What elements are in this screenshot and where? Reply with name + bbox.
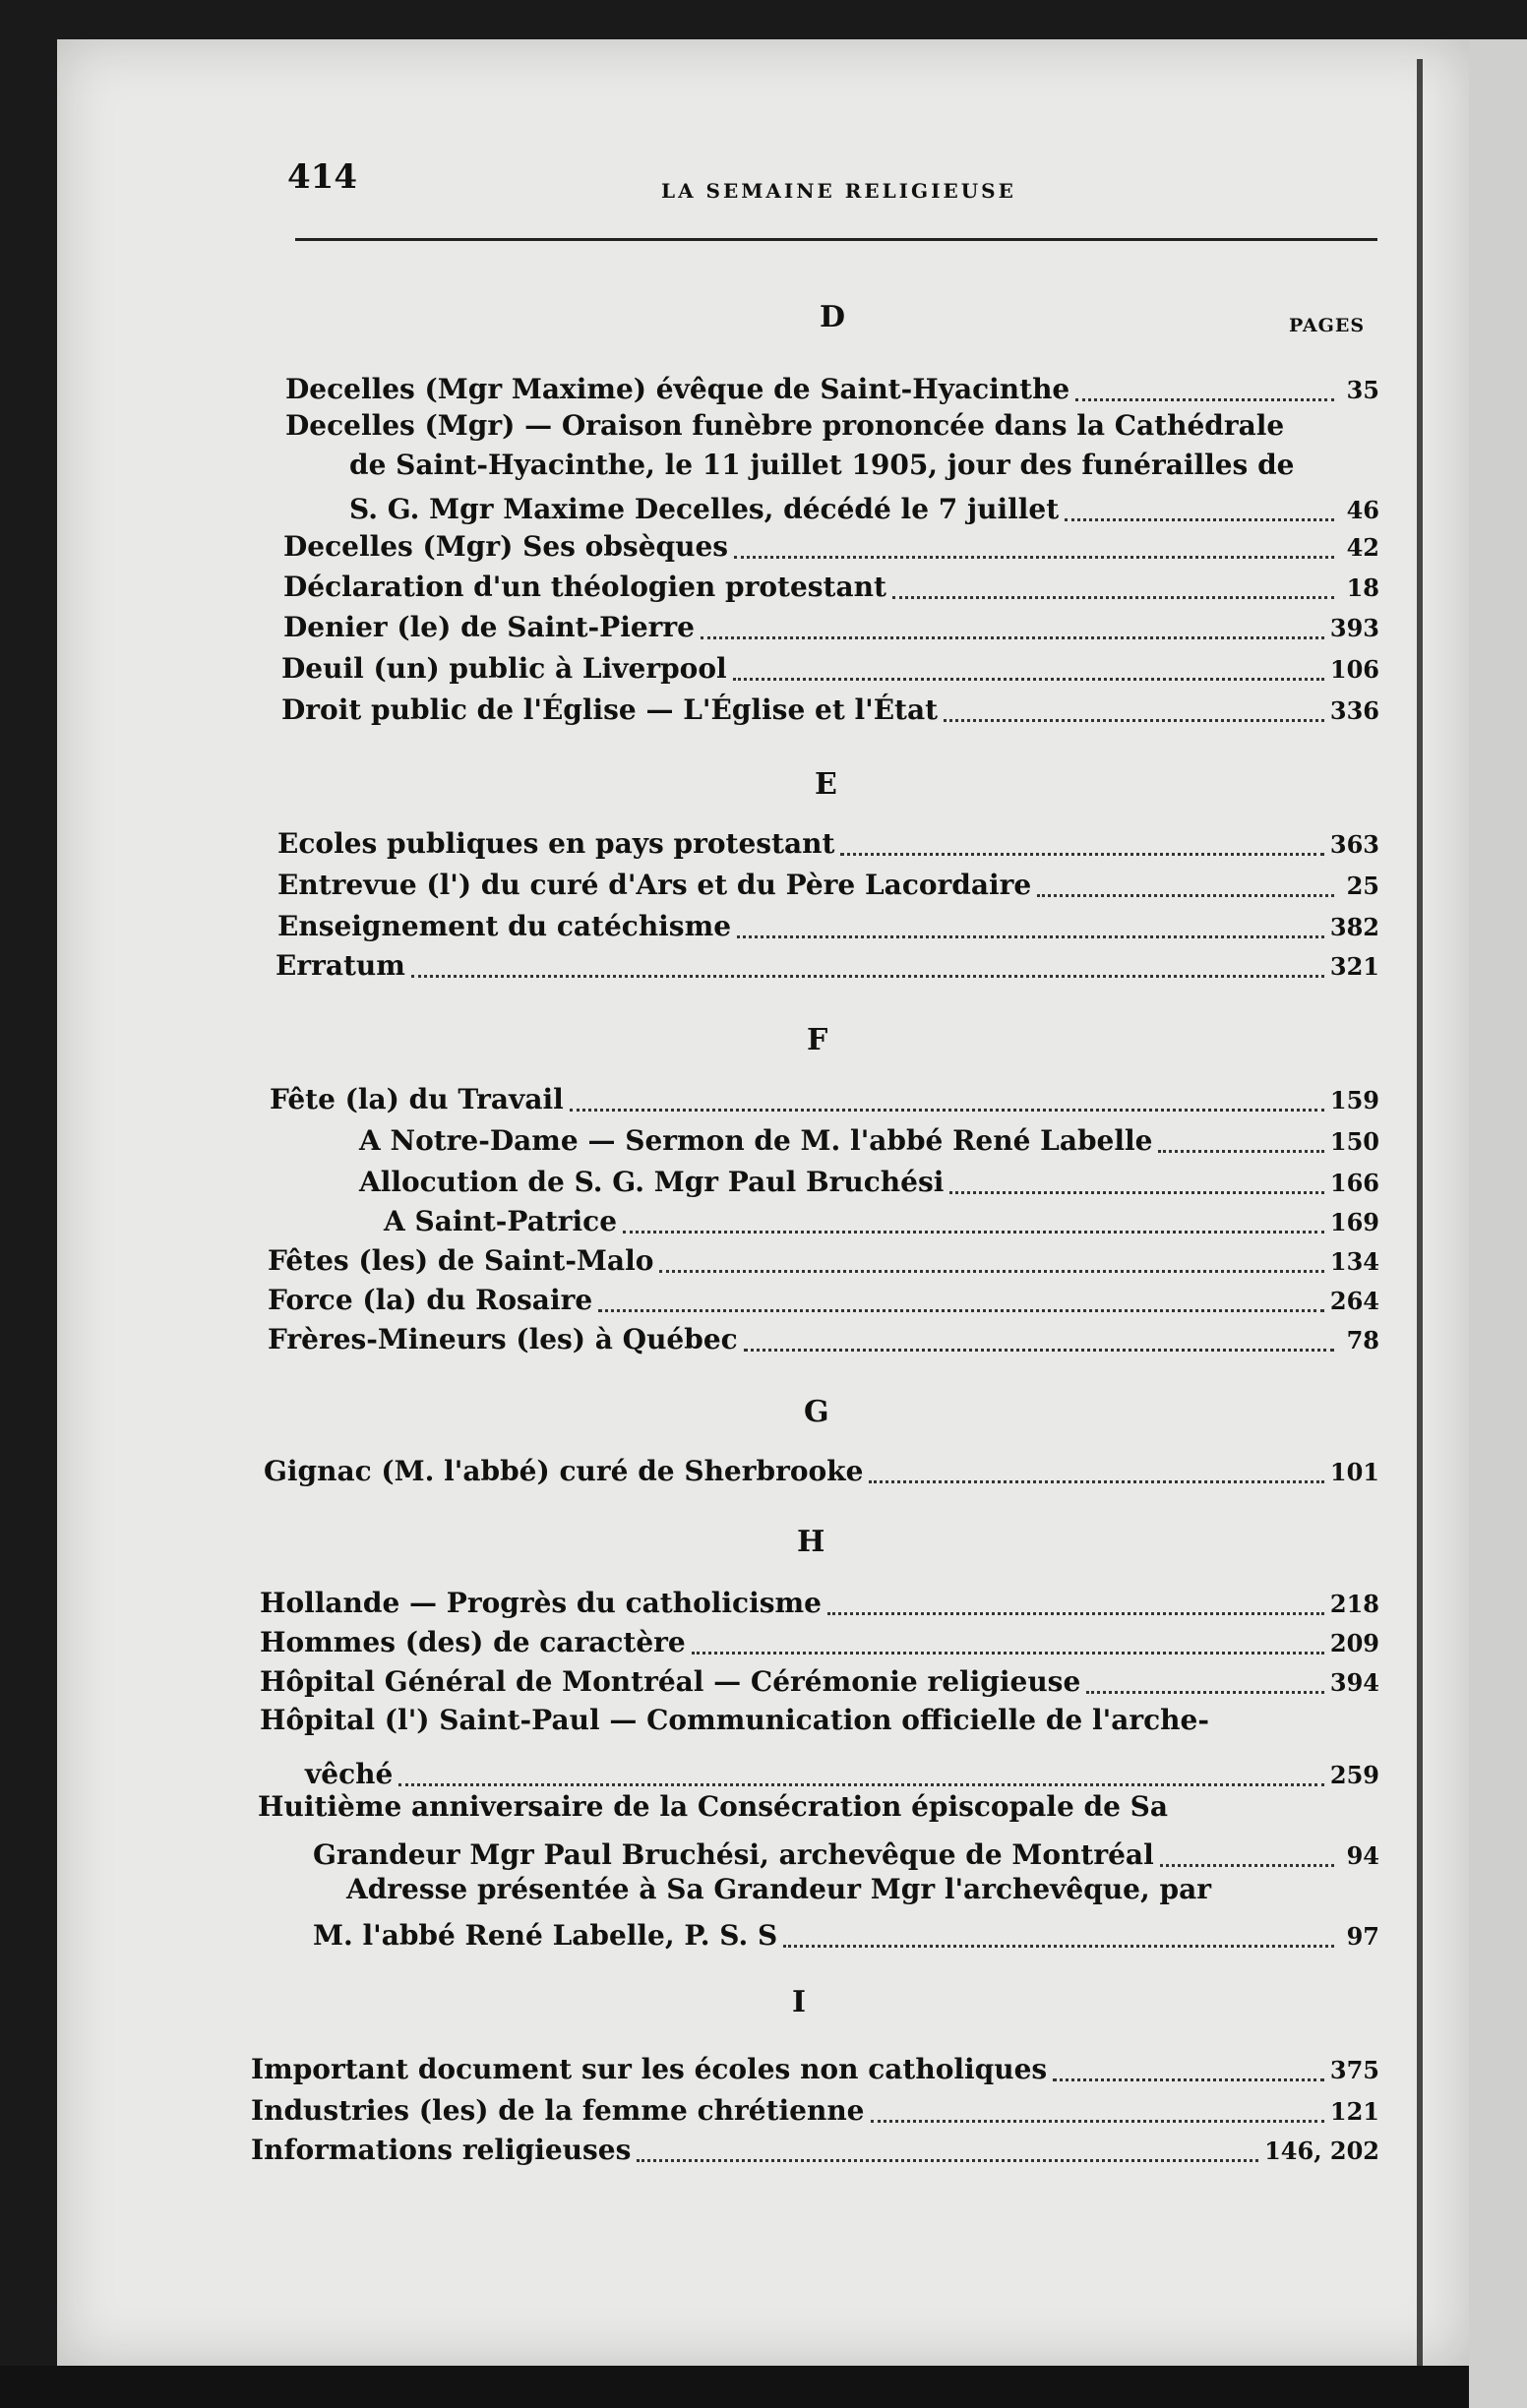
index-entry-line: Decelles (Mgr) — Oraison funèbre prononcée dans la Cathédrale (285, 409, 1285, 442)
page-ref: 218 (1329, 1590, 1379, 1618)
page-ref: 394 (1329, 1668, 1379, 1697)
page-ref: 264 (1329, 1287, 1379, 1315)
running-head: LA SEMAINE RELIGIEUSE (661, 179, 1016, 203)
index-entry: Frères-Mineurs (les) à Québec 78 (268, 1320, 1379, 1359)
page-ref: 94 (1346, 1841, 1379, 1870)
page-ref: 42 (1346, 533, 1379, 562)
page-ref: 106 (1329, 655, 1379, 684)
page-ref: 363 (1329, 830, 1379, 859)
index-entry: Erratum 321 (275, 946, 1379, 986)
section-letter-h: H (797, 1525, 825, 1559)
index-entry: Entrevue (l') du curé d'Ars et du Père Lacordaire 25 (277, 866, 1379, 905)
index-entry: Fêtes (les) de Saint-Malo 134 (268, 1241, 1379, 1281)
page-ref: 101 (1329, 1458, 1379, 1486)
page-ref: 336 (1329, 696, 1379, 725)
index-entry: A Notre-Dame — Sermon de M. l'abbé René Labelle 150 (359, 1121, 1379, 1161)
section-letter-e: E (815, 767, 837, 802)
index-entry-line: Huitième anniversaire de la Consécration épiscopale de Sa (258, 1790, 1169, 1823)
section-letter-d: D (820, 300, 846, 334)
section-letter-i: I (792, 1985, 807, 2019)
page-ref: 159 (1329, 1086, 1379, 1114)
index-entry-line: Adresse présentée à Sa Grandeur Mgr l'archevêque, par (346, 1873, 1211, 1905)
page-ref: 393 (1329, 614, 1379, 642)
page-ref: 375 (1329, 2056, 1379, 2084)
index-entry: S. G. Mgr Maxime Decelles, décédé le 7 juillet 46 (349, 490, 1379, 529)
index-entry: Fête (la) du Travail 159 (270, 1080, 1379, 1119)
page-ref: 78 (1346, 1326, 1379, 1354)
page-ref: 35 (1346, 376, 1379, 404)
index-entry: Informations religieuses 146, 202 (251, 2131, 1379, 2170)
page-ref: 46 (1346, 496, 1379, 524)
page-ref: 209 (1329, 1629, 1379, 1657)
index-entry: Hommes (des) de caractère 209 (260, 1623, 1379, 1662)
page-ref: 25 (1346, 872, 1379, 900)
index-entry: Enseignement du catéchisme 382 (277, 907, 1379, 946)
index-entry: Decelles (Mgr) Ses obsèques 42 (283, 527, 1379, 567)
page-ref: 166 (1329, 1169, 1379, 1197)
index-entry: Deuil (un) public à Liverpool 106 (281, 649, 1379, 689)
section-letter-g: G (804, 1395, 829, 1429)
section-letter-f: F (807, 1023, 828, 1057)
page-number: 414 (287, 157, 357, 197)
page-ref: 321 (1329, 952, 1379, 981)
page-ref: 134 (1329, 1247, 1379, 1276)
page-ref: 169 (1329, 1208, 1379, 1236)
index-entry: Allocution de S. G. Mgr Paul Bruchési 166 (359, 1163, 1379, 1202)
index-entry: M. l'abbé René Labelle, P. S. S 97 (313, 1916, 1379, 1956)
index-entry: Déclaration d'un théologien protestant 18 (283, 568, 1379, 607)
index-entry-line: de Saint-Hyacinthe, le 11 juillet 1905, jour des funérailles de (349, 449, 1295, 481)
index-entry: Important document sur les écoles non catholiques 375 (251, 2050, 1379, 2089)
index-entry: vêché 259 (305, 1755, 1379, 1794)
index-entry: Droit public de l'Église — L'Église et l'État 336 (281, 691, 1379, 730)
page-ref: 121 (1329, 2097, 1379, 2126)
index-entry: Hôpital Général de Montréal — Cérémonie religieuse 394 (260, 1662, 1379, 1702)
index-entry-line: Hôpital (l') Saint-Paul — Communication officielle de l'arche- (260, 1704, 1209, 1736)
page-ref: 97 (1346, 1922, 1379, 1951)
page-ref: 18 (1346, 573, 1379, 602)
page-ref: 150 (1329, 1127, 1379, 1156)
page-header (287, 157, 1379, 207)
index-entry: Ecoles publiques en pays protestant 363 (277, 824, 1379, 864)
index-entry: Force (la) du Rosaire 264 (268, 1281, 1379, 1320)
header-rule (295, 238, 1377, 241)
index-entry: A Saint-Patrice 169 (384, 1202, 1379, 1241)
index-entry: Grandeur Mgr Paul Bruchési, archevêque de Montréal 94 (313, 1836, 1379, 1875)
index-entry: Industries (les) de la femme chrétienne 121 (251, 2091, 1379, 2131)
pages-column-label: PAGES (1289, 315, 1366, 336)
page-ref: 382 (1329, 913, 1379, 941)
page-ref: 146, 202 (1264, 2137, 1379, 2165)
index-entry: Gignac (M. l'abbé) curé de Sherbrooke 101 (264, 1452, 1379, 1491)
index-entry: Decelles (Mgr Maxime) évêque de Saint-Hyacinthe 35 (285, 370, 1379, 409)
index-entry: Denier (le) de Saint-Pierre 393 (283, 608, 1379, 647)
index-entry: Hollande — Progrès du catholicisme 218 (260, 1584, 1379, 1623)
page-ref: 259 (1329, 1761, 1379, 1789)
